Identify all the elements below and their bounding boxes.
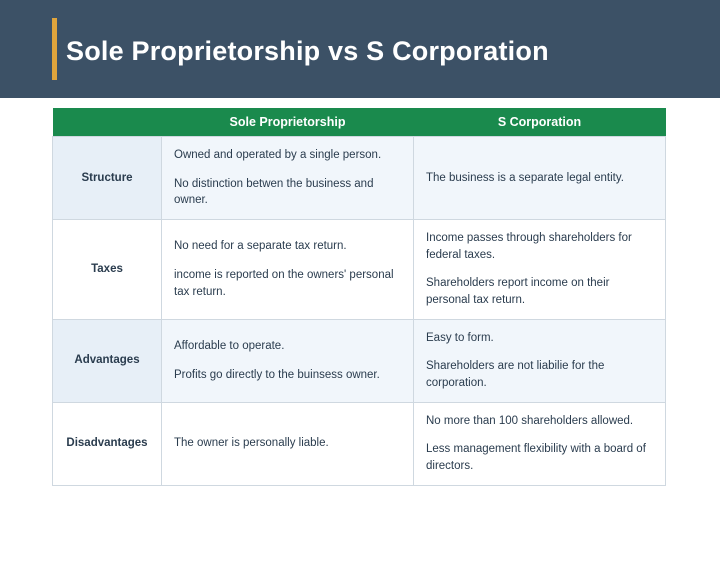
cell-text: The business is a separate legal entity. <box>426 171 624 184</box>
comparison-table <box>52 108 666 486</box>
cell-text: Owned and operated by a single person. <box>174 149 382 161</box>
cell-disadvantages-sole <box>162 402 414 485</box>
page-title: Sole Proprietorship vs S Corporation <box>66 36 549 66</box>
cell-text: Less management flexibility with a board of directors. <box>426 443 646 473</box>
cell-text: income is reported on the owners' personal tax return. <box>174 269 394 298</box>
cell-text: No need for a separate tax return. <box>174 240 347 253</box>
accent-bar <box>52 18 57 80</box>
table-row <box>53 220 666 320</box>
table-row <box>53 319 666 402</box>
cell-advantages-scorp <box>414 319 666 402</box>
column-header-sole-proprietorship: Sole Proprietorship <box>162 108 414 137</box>
cell-taxes-sole <box>162 220 414 320</box>
row-label-structure: Structure <box>53 137 162 220</box>
table-body <box>53 137 666 486</box>
cell-text: Profits go directly to the buinsess owner. <box>174 368 380 381</box>
table-header <box>53 108 666 137</box>
comparison-table-wrapper <box>52 108 666 486</box>
cell-text: No more than 100 shareholders allowed. <box>426 414 634 427</box>
cell-text: Shareholders are not liabilie for the corporation. <box>426 360 605 390</box>
cell-text: Easy to form. <box>426 331 494 344</box>
table-row <box>53 137 666 220</box>
table-row <box>53 402 666 485</box>
slide-header-banner <box>0 0 720 98</box>
cell-text: Shareholders report income on their personal tax return. <box>426 277 610 307</box>
row-label-advantages: Advantages <box>53 319 162 402</box>
row-label-disadvantages: Disadvantages <box>53 402 162 485</box>
cell-text: No distinction betwen the business and owner. <box>174 177 374 207</box>
table-header-row <box>53 108 666 137</box>
cell-taxes-scorp <box>414 220 666 320</box>
cell-structure-sole <box>162 137 414 220</box>
table-corner-cell <box>53 108 162 137</box>
cell-structure-scorp <box>414 137 666 220</box>
cell-text: The owner is personally liable. <box>174 437 329 450</box>
cell-text: Income passes through shareholders for federal taxes. <box>426 232 632 261</box>
column-header-s-corporation: S Corporation <box>414 108 666 137</box>
cell-disadvantages-scorp <box>414 402 666 485</box>
cell-advantages-sole <box>162 319 414 402</box>
cell-text: Affordable to operate. <box>174 340 285 353</box>
row-label-taxes: Taxes <box>53 220 162 320</box>
